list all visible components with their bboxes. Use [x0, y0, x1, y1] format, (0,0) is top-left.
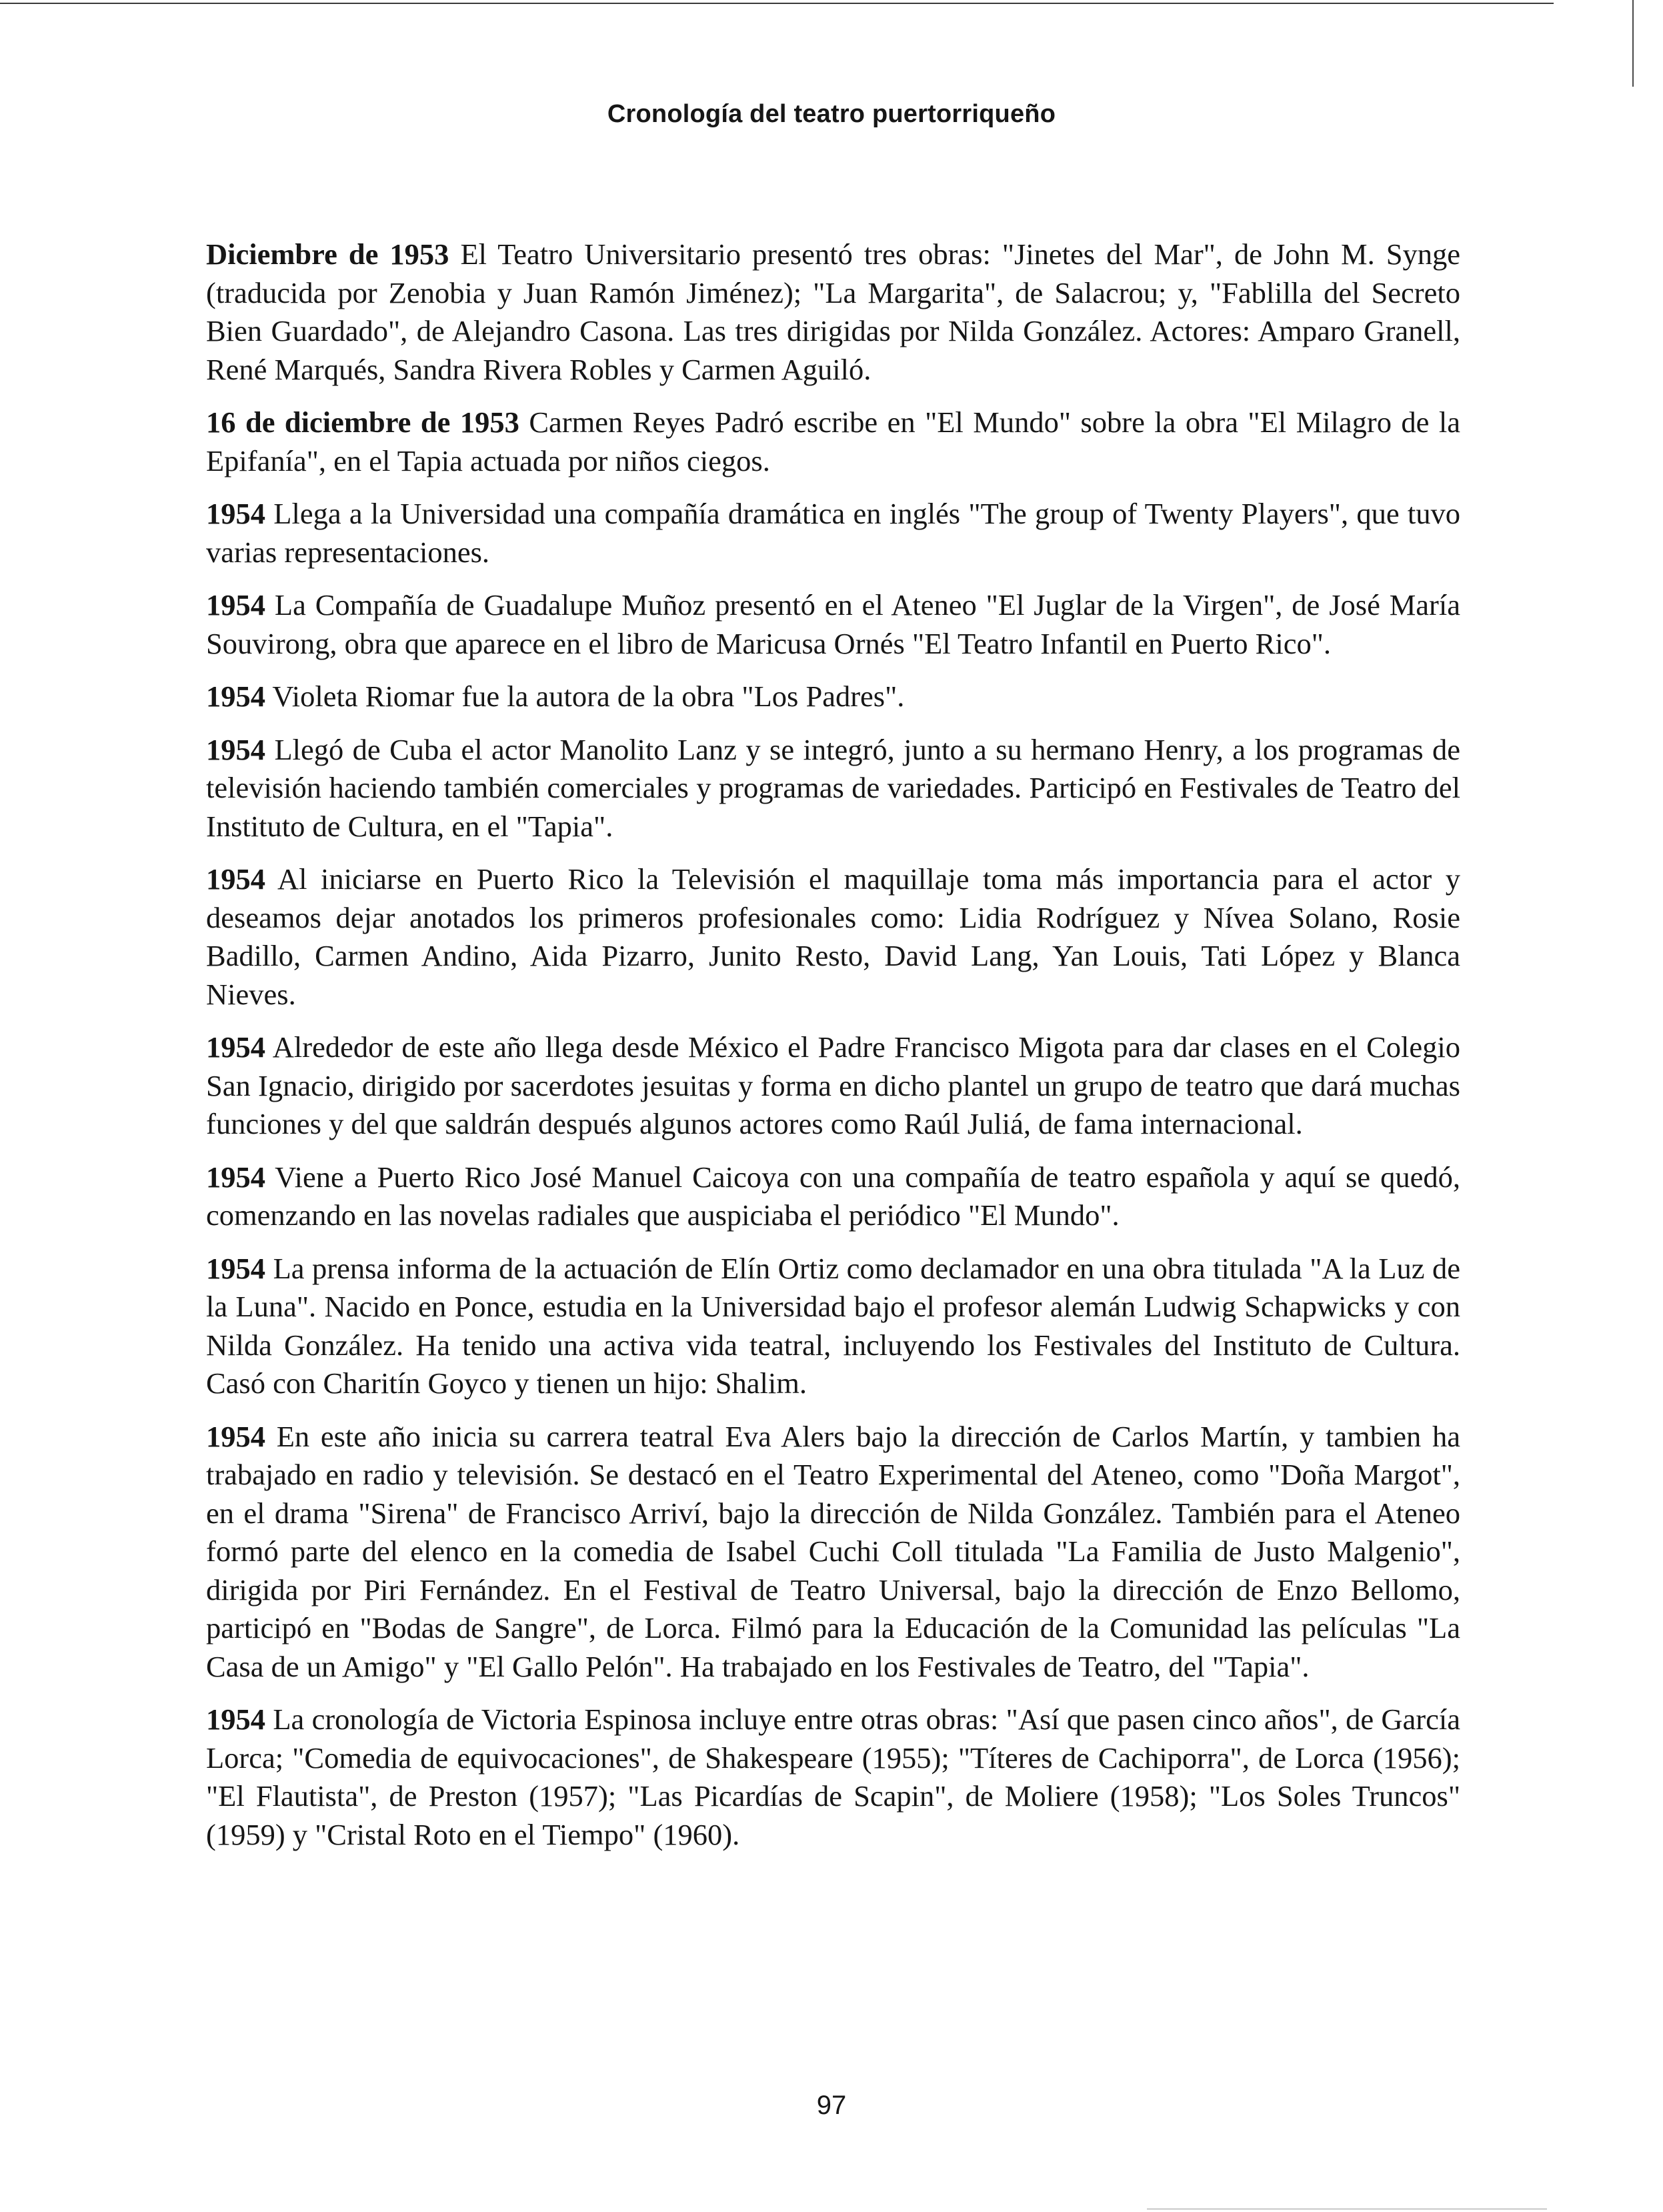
chronology-body	[206, 235, 1460, 1869]
entry-text: Carmen Reyes Padró escribe en "El Mundo" sobre la obra "El Milagro de la Epifanía", en el Tapia actuada por niños ciegos.	[206, 405, 1461, 477]
entry-date: Diciembre de 1953	[206, 237, 449, 271]
entry-date: 1954	[206, 1160, 265, 1194]
chronology-entry	[206, 860, 1460, 1014]
entry-text: La Compañía de Guadalupe Muñoz presentó en el Ateneo "El Juglar de la Virgen", de José María Souvirong, obra que aparece en el libro de Maricusa Ornés "El Teatro Infantil en Puerto Rico".	[206, 588, 1460, 660]
chronology-entry	[206, 1701, 1460, 1854]
entry-date: 1954	[206, 1030, 265, 1064]
entry-text: Llegó de Cuba el actor Manolito Lanz y se integró, junto a su hermano Henry, a los programas de televisión haciendo también comerciales y programas de variedades. Participó en Festivales de Teatro del Instituto de Cultura, en el "Tapia".	[206, 732, 1461, 843]
entry-date: 1954	[206, 680, 265, 713]
entry-text: En este año inicia su carrera teatral Eva Alers bajo la dirección de Carlos Martín, y tambien ha trabajado en radio y televisión. Se destacó en el Teatro Experimental del Ateneo, como "Doña Margot", en el drama "Sirena" de Francisco Arriví, bajo la dirección de Nilda González. También para el Ateneo formó parte del elenco en la comedia de Isabel Cuchi Coll titulada "La Familia de Justo Malgenio", dirigida por Piri Fernández. En el Festival de Teatro Universal, bajo la dirección de Enzo Bellomo, participó en "Bodas de Sangre", de Lorca. Filmó para la Educación de la Comunidad las películas "La Casa de un Amigo" y "El Gallo Pelón". Ha trabajado en los Festivales de Teatro, del "Tapia".	[206, 1419, 1461, 1683]
scan-border-right	[1632, 0, 1634, 87]
entry-text: Alrededor de este año llega desde México el Padre Francisco Migota para dar clases en el Colegio San Ignacio, dirigido por sacerdotes jesuitas y forma en dicho plantel un grupo de teatro que dará muchas funciones y del que saldrán después algunos actores como Raúl Juliá, de fama internacional.	[206, 1030, 1460, 1140]
chronology-entry	[206, 495, 1460, 572]
chronology-entry	[206, 586, 1460, 663]
entry-date: 1954	[206, 1419, 265, 1453]
chronology-entry	[206, 678, 1460, 716]
entry-date: 1954	[206, 732, 265, 766]
chronology-entry	[206, 1250, 1460, 1403]
entry-text: La cronología de Victoria Espinosa incluye entre otras obras: "Así que pasen cinco años", de García Lorca; "Comedia de equivocaciones", de Shakespeare (1955); "Títeres de Cachiporra", de Lorca (1956); "El Flautista", de Preston (1957); "Las Picardías de Scapin", de Moliere (1958); "Los Soles Truncos" (1959) y "Cristal Roto en el Tiempo" (1960).	[206, 1703, 1460, 1851]
entry-text: Viene a Puerto Rico José Manuel Caicoya con una compañía de teatro española y aquí se quedó, comenzando en las novelas radiales que auspiciaba el periódico "El Mundo".	[206, 1160, 1460, 1232]
chronology-entry	[206, 1028, 1460, 1144]
entry-text: Al iniciarse en Puerto Rico la Televisión el maquillaje toma más importancia para el actor y deseamos dejar anotados los primeros profesionales como: Lidia Rodríguez y Nívea Solano, Rosie Badillo, Carmen Andino, Aida Pizarro, Junito Resto, David Lang, Yan Louis, Tati López y Blanca Nieves.	[206, 862, 1460, 1011]
page-number: 97	[816, 2091, 847, 2120]
chronology-entry	[206, 403, 1460, 480]
chronology-entry	[206, 1418, 1460, 1687]
entry-date: 16 de diciembre de 1953	[206, 405, 519, 439]
chronology-entry	[206, 1158, 1460, 1235]
entry-date: 1954	[206, 1251, 265, 1285]
entry-text: Llega a la Universidad una compañía dramática en inglés "The group of Twenty Players", que tuvo varias representaciones.	[206, 497, 1460, 569]
entry-date: 1954	[206, 497, 265, 530]
entry-text: La prensa informa de la actuación de Elín Ortiz como declamador en una obra titulada "A la Luz de la Luna". Nacido en Ponce, estudia en la Universidad bajo el profesor alemán Ludwig Schapwicks y con Nilda González. Ha tenido una activa vida teatral, incluyendo los Festivales del Instituto de Cultura. Casó con Charitín Goyco y tienen un hijo: Shalim.	[206, 1251, 1460, 1400]
chronology-entry	[206, 235, 1460, 389]
running-header: Cronología del teatro puertorriqueño	[607, 100, 1056, 128]
entry-text: Violeta Riomar fue la autora de la obra "Los Padres".	[272, 680, 905, 713]
scan-border-top	[0, 3, 1554, 4]
entry-date: 1954	[206, 862, 265, 896]
chronology-entry	[206, 731, 1460, 846]
entry-date: 1954	[206, 1703, 265, 1736]
entry-date: 1954	[206, 588, 265, 622]
entry-text: El Teatro Universitario presentó tres obras: "Jinetes del Mar", de John M. Synge (traducida por Zenobia y Juan Ramón Jiménez); "La Margarita", de Salacrou; y, "Fablilla del Secreto Bien Guardado", de Alejandro Casona. Las tres dirigidas por Nilda González. Actores: Amparo Granell, René Marqués, Sandra Rivera Robles y Carmen Aguiló.	[206, 237, 1461, 386]
